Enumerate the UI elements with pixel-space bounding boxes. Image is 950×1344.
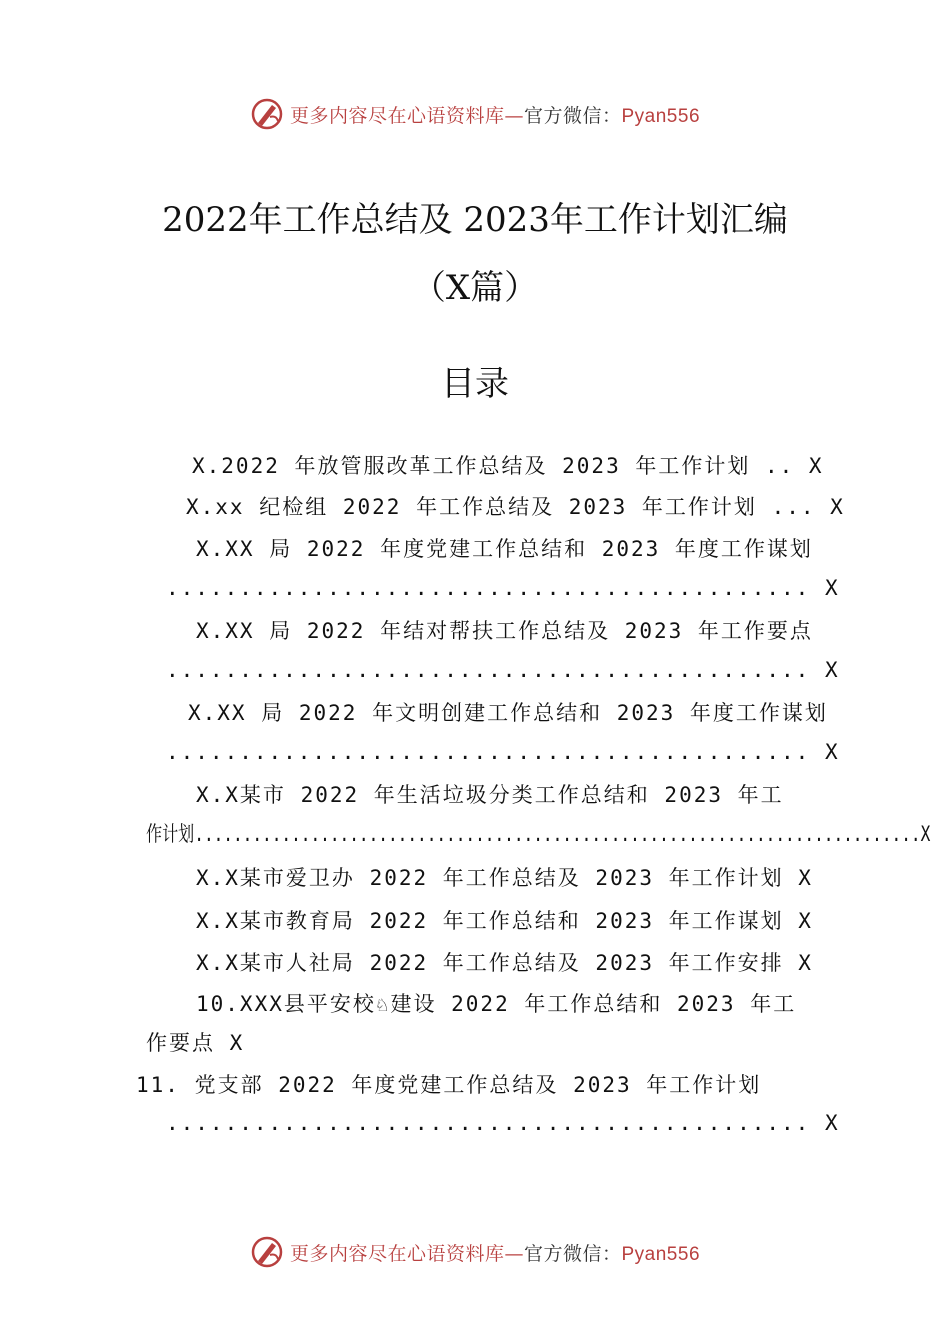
toc-entry[interactable]: X.X某市爱卫办 2022 年工作总结及 2023 年工作计划 X: [196, 866, 813, 890]
document-title: 2022年工作总结及 2023年工作计划汇编: [162, 200, 788, 240]
document-subtitle: （X篇）: [411, 268, 539, 308]
watermark-text: [290, 1239, 700, 1266]
toc-entry[interactable]: X.2022 年放管服改革工作总结及 2023 年工作计划 .. X: [192, 454, 824, 478]
watermark-sep: —: [504, 104, 524, 127]
toc-leader[interactable]: ............................................ X: [166, 658, 840, 682]
toc-leader[interactable]: ............................................ X: [166, 1111, 840, 1135]
watermark-wechat: 官方微信：: [523, 1242, 622, 1265]
toc-entry[interactable]: X.xx 纪检组 2022 年工作总结及 2023 年工作计划 ... X: [186, 495, 845, 519]
toc-leader[interactable]: ............................................ X: [166, 740, 840, 764]
watermark-main: 更多内容尽在心语资料库: [289, 104, 505, 127]
watermark-id: Pyan556: [621, 1243, 701, 1265]
watermark-main: 更多内容尽在心语资料库: [289, 1242, 505, 1265]
toc-heading: 目录: [441, 364, 509, 404]
toc-entry-continued[interactable]: 作要点 X: [146, 1031, 245, 1055]
toc-entry[interactable]: 10.XXX县平安校♘建设 2022 年工作总结和 2023 年工: [196, 992, 797, 1016]
watermark-wechat: 官方微信：: [523, 104, 622, 127]
toc-leader[interactable]: ............................................ X: [166, 576, 840, 600]
pen-logo-icon: [250, 97, 284, 131]
toc-entry[interactable]: 11. 党支部 2022 年度党建工作总结及 2023 年工作计划: [136, 1073, 762, 1097]
header-watermark: [0, 94, 950, 134]
watermark-sep: —: [504, 1242, 524, 1265]
toc-entry-continued[interactable]: 作计划...........................................................................X: [146, 822, 931, 846]
watermark-text: [290, 101, 700, 128]
toc-entry[interactable]: X.X某市人社局 2022 年工作总结及 2023 年工作安排 X: [196, 951, 813, 975]
toc-entry[interactable]: X.XX 局 2022 年度党建工作总结和 2023 年度工作谋划: [196, 537, 813, 561]
toc-entry[interactable]: X.X某市 2022 年生活垃圾分类工作总结和 2023 年工: [196, 783, 784, 807]
toc-entry[interactable]: X.XX 局 2022 年文明创建工作总结和 2023 年度工作谋划: [188, 701, 828, 725]
toc-entry[interactable]: X.X某市教育局 2022 年工作总结和 2023 年工作谋划 X: [196, 909, 813, 933]
toc-entry[interactable]: X.XX 局 2022 年结对帮扶工作总结及 2023 年工作要点: [196, 619, 813, 643]
watermark-id: Pyan556: [621, 105, 701, 127]
footer-watermark: [0, 1232, 950, 1272]
pen-logo-icon: [250, 1235, 284, 1269]
